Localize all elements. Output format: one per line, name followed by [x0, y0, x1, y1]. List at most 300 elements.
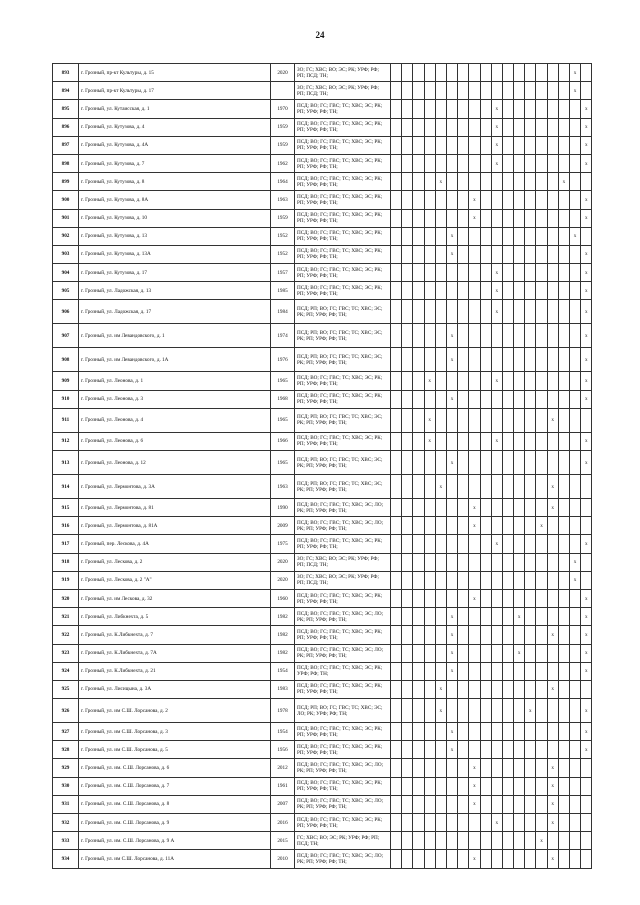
empty-cell	[570, 759, 581, 777]
empty-cell	[525, 154, 536, 172]
empty-cell	[435, 814, 446, 832]
empty-cell	[536, 850, 547, 868]
empty-cell	[424, 795, 435, 813]
empty-cell	[458, 814, 469, 832]
empty-cell	[424, 626, 435, 644]
empty-cell	[391, 432, 402, 450]
empty-cell	[435, 741, 446, 759]
empty-cell	[502, 173, 513, 191]
empty-cell	[469, 324, 480, 348]
empty-cell	[391, 777, 402, 795]
empty-cell	[536, 245, 547, 263]
address-cell: г. Грозный, ул. Лермонтова, д. 81	[79, 499, 271, 517]
row-number: 899	[53, 173, 79, 191]
row-number: 934	[53, 850, 79, 868]
empty-cell	[570, 626, 581, 644]
empty-cell	[424, 348, 435, 372]
empty-cell	[502, 644, 513, 662]
empty-cell	[413, 408, 424, 432]
empty-cell	[570, 324, 581, 348]
row-number: 916	[53, 517, 79, 535]
empty-cell	[469, 227, 480, 245]
empty-cell	[413, 245, 424, 263]
works-list-cell: ПСД; ВО; ГС; ГВС; ТС; ХВС; ЭС; РК; РП; УРФ; РФ; ТН;	[295, 264, 391, 282]
empty-cell	[558, 680, 569, 698]
empty-cell	[581, 795, 592, 813]
works-list-cell: ПСД; ВО; ГС; ГВС; ТС; ХВС; ЭС; ЛО; РК; РП; УРФ; РФ; ТН;	[295, 795, 391, 813]
mark-cell: х	[469, 517, 480, 535]
empty-cell	[570, 451, 581, 475]
empty-cell	[570, 699, 581, 723]
empty-cell	[435, 390, 446, 408]
mark-cell: х	[558, 173, 569, 191]
year-cell: 1965	[271, 451, 295, 475]
empty-cell	[424, 777, 435, 795]
works-list-cell: ПСД; РП; ВО; ГС; ГВС; ТС; ХВС; ЭС; ЛО; РК; УРФ; РФ; ТН;	[295, 699, 391, 723]
address-cell: г. Грозный, ул. Леонова, д. 12	[79, 451, 271, 475]
empty-cell	[525, 814, 536, 832]
empty-cell	[469, 372, 480, 390]
works-list-cell: ПСД; ВО; ГС; ГВС; ТС; ХВС; ЭС; РК; РП; УРФ; РФ; ТН;	[295, 814, 391, 832]
empty-cell	[514, 451, 525, 475]
year-cell: 1959	[271, 118, 295, 136]
empty-cell	[469, 64, 480, 82]
mark-cell: х	[547, 777, 558, 795]
empty-cell	[435, 209, 446, 227]
empty-cell	[469, 82, 480, 100]
empty-cell	[514, 264, 525, 282]
empty-cell	[536, 390, 547, 408]
empty-cell	[413, 832, 424, 850]
empty-cell	[480, 390, 491, 408]
table-row	[53, 475, 592, 499]
empty-cell	[570, 348, 581, 372]
works-list-cell: ПСД; ВО; ГС; ГВС; ТС; ХВС; ЭС; РК; РП; УРФ; РФ; ТН;	[295, 680, 391, 698]
empty-cell	[525, 64, 536, 82]
empty-cell	[570, 795, 581, 813]
empty-cell	[446, 100, 457, 118]
row-number: 932	[53, 814, 79, 832]
empty-cell	[435, 82, 446, 100]
empty-cell	[458, 850, 469, 868]
empty-cell	[391, 644, 402, 662]
row-number: 914	[53, 475, 79, 499]
row-number: 910	[53, 390, 79, 408]
empty-cell	[402, 100, 413, 118]
mark-cell: х	[469, 759, 480, 777]
empty-cell	[502, 832, 513, 850]
table-row	[53, 173, 592, 191]
empty-cell	[435, 100, 446, 118]
empty-cell	[558, 699, 569, 723]
empty-cell	[536, 589, 547, 607]
mark-cell: х	[581, 644, 592, 662]
empty-cell	[446, 191, 457, 209]
empty-cell	[536, 191, 547, 209]
table-row	[53, 571, 592, 589]
empty-cell	[435, 517, 446, 535]
mark-cell: х	[514, 608, 525, 626]
works-list-cell: ПСД; ВО; ГС; ГВС; ТС; ХВС; ЭС; РК; РП; УРФ; РФ; ТН;	[295, 535, 391, 553]
empty-cell	[446, 499, 457, 517]
empty-cell	[525, 118, 536, 136]
empty-cell	[413, 82, 424, 100]
address-cell: г. Грозный, ул. Лермонтова, д. 81А	[79, 517, 271, 535]
mark-cell: х	[570, 571, 581, 589]
works-list-cell: ПСД; ВО; ГС; ГВС; ТС; ХВС; ЭС; ЛО; РК; РП; УРФ; РФ; ТН;	[295, 759, 391, 777]
empty-cell	[402, 82, 413, 100]
empty-cell	[514, 626, 525, 644]
empty-cell	[525, 535, 536, 553]
empty-cell	[502, 723, 513, 741]
works-list-cell: ПСД; РП; ВО; ГС; ГВС; ТС; ХВС; ЭС; РК; РП; УРФ; РФ; ТН;	[295, 300, 391, 324]
mark-cell: х	[547, 759, 558, 777]
empty-cell	[558, 589, 569, 607]
works-list-cell: ПСД; ВО; ГС; ГВС; ТС; ХВС; ЭС; РК; РП; УРФ; РФ; ТН;	[295, 100, 391, 118]
table-row	[53, 699, 592, 723]
empty-cell	[558, 245, 569, 263]
empty-cell	[424, 517, 435, 535]
row-number: 919	[53, 571, 79, 589]
empty-cell	[525, 850, 536, 868]
mark-cell: х	[547, 475, 558, 499]
empty-cell	[469, 264, 480, 282]
mark-cell: х	[491, 100, 502, 118]
empty-cell	[491, 644, 502, 662]
empty-cell	[435, 662, 446, 680]
works-list-cell: ЗО; ГС; ХВС; ВО; ЭС; РК; УРФ; РФ; РП; ПСД; ТН;	[295, 553, 391, 571]
empty-cell	[480, 82, 491, 100]
empty-cell	[502, 282, 513, 300]
empty-cell	[458, 535, 469, 553]
address-cell: г. Грозный, ул. им С.Ш. Лорсанова, д. 2	[79, 699, 271, 723]
empty-cell	[514, 680, 525, 698]
empty-cell	[547, 832, 558, 850]
table-row	[53, 372, 592, 390]
empty-cell	[480, 408, 491, 432]
works-list-cell: ПСД; ВО; ГС; ГВС; ТС; ХВС; ЭС; РК; РП; УРФ; РФ; ТН;	[295, 626, 391, 644]
empty-cell	[402, 795, 413, 813]
empty-cell	[424, 699, 435, 723]
empty-cell	[391, 814, 402, 832]
empty-cell	[480, 100, 491, 118]
empty-cell	[446, 300, 457, 324]
empty-cell	[424, 324, 435, 348]
empty-cell	[424, 82, 435, 100]
address-cell: г. Грозный, ул. Кутузова, д. 8	[79, 173, 271, 191]
empty-cell	[424, 118, 435, 136]
empty-cell	[424, 499, 435, 517]
empty-cell	[536, 475, 547, 499]
empty-cell	[525, 100, 536, 118]
empty-cell	[514, 64, 525, 82]
empty-cell	[480, 432, 491, 450]
table-row	[53, 723, 592, 741]
address-cell: г. Грозный, ул. им Левандовского, д. 1А	[79, 348, 271, 372]
mark-cell: х	[581, 264, 592, 282]
empty-cell	[581, 850, 592, 868]
empty-cell	[536, 408, 547, 432]
empty-cell	[491, 589, 502, 607]
empty-cell	[402, 372, 413, 390]
empty-cell	[480, 475, 491, 499]
empty-cell	[402, 777, 413, 795]
empty-cell	[581, 571, 592, 589]
empty-cell	[502, 699, 513, 723]
mark-cell: х	[581, 451, 592, 475]
empty-cell	[536, 451, 547, 475]
empty-cell	[547, 372, 558, 390]
address-cell: г. Грозный, ул. им. С.Ш. Лорсанова, д. 6	[79, 759, 271, 777]
empty-cell	[514, 390, 525, 408]
empty-cell	[413, 499, 424, 517]
empty-cell	[536, 553, 547, 571]
empty-cell	[491, 662, 502, 680]
mark-cell: х	[491, 264, 502, 282]
year-cell: 1952	[271, 227, 295, 245]
empty-cell	[413, 264, 424, 282]
mark-cell: х	[581, 154, 592, 172]
empty-cell	[480, 264, 491, 282]
empty-cell	[514, 118, 525, 136]
empty-cell	[413, 227, 424, 245]
empty-cell	[570, 680, 581, 698]
works-list-cell: ГС; ХВС; ВО; ЭС; РК; УРФ; РФ; РП; ПСД; ТН;	[295, 832, 391, 850]
table-row	[53, 777, 592, 795]
empty-cell	[424, 850, 435, 868]
empty-cell	[458, 644, 469, 662]
empty-cell	[558, 814, 569, 832]
mark-cell: х	[469, 191, 480, 209]
empty-cell	[514, 795, 525, 813]
empty-cell	[469, 814, 480, 832]
mark-cell: х	[525, 699, 536, 723]
empty-cell	[558, 300, 569, 324]
empty-cell	[446, 553, 457, 571]
empty-cell	[570, 832, 581, 850]
empty-cell	[446, 814, 457, 832]
empty-cell	[413, 680, 424, 698]
mark-cell: х	[491, 154, 502, 172]
empty-cell	[469, 553, 480, 571]
housing-registry-table	[52, 63, 592, 869]
table-row	[53, 662, 592, 680]
mark-cell: х	[446, 741, 457, 759]
empty-cell	[502, 136, 513, 154]
year-cell	[271, 82, 295, 100]
empty-cell	[502, 741, 513, 759]
empty-cell	[458, 154, 469, 172]
empty-cell	[581, 82, 592, 100]
table-row	[53, 759, 592, 777]
empty-cell	[491, 499, 502, 517]
row-number: 926	[53, 699, 79, 723]
empty-cell	[458, 227, 469, 245]
empty-cell	[413, 390, 424, 408]
empty-cell	[547, 154, 558, 172]
year-cell: 1961	[271, 777, 295, 795]
empty-cell	[458, 832, 469, 850]
empty-cell	[525, 451, 536, 475]
empty-cell	[413, 535, 424, 553]
empty-cell	[413, 589, 424, 607]
empty-cell	[391, 100, 402, 118]
year-cell: 1963	[271, 191, 295, 209]
empty-cell	[514, 832, 525, 850]
empty-cell	[458, 64, 469, 82]
empty-cell	[547, 571, 558, 589]
table-row	[53, 154, 592, 172]
empty-cell	[558, 390, 569, 408]
year-cell: 1984	[271, 300, 295, 324]
empty-cell	[480, 795, 491, 813]
empty-cell	[547, 741, 558, 759]
row-number: 917	[53, 535, 79, 553]
empty-cell	[480, 699, 491, 723]
empty-cell	[547, 723, 558, 741]
empty-cell	[525, 499, 536, 517]
empty-cell	[469, 699, 480, 723]
empty-cell	[491, 191, 502, 209]
empty-cell	[469, 100, 480, 118]
empty-cell	[502, 191, 513, 209]
empty-cell	[547, 264, 558, 282]
empty-cell	[514, 245, 525, 263]
empty-cell	[435, 324, 446, 348]
works-list-cell: ПСД; ВО; ГС; ГВС; ТС; ХВС; ЭС; ЛО; РК; РП; УРФ; РФ; ТН;	[295, 517, 391, 535]
empty-cell	[536, 662, 547, 680]
empty-cell	[570, 118, 581, 136]
row-number: 923	[53, 644, 79, 662]
empty-cell	[391, 723, 402, 741]
empty-cell	[413, 154, 424, 172]
mark-cell: х	[570, 553, 581, 571]
empty-cell	[491, 850, 502, 868]
empty-cell	[502, 553, 513, 571]
empty-cell	[469, 662, 480, 680]
row-number: 913	[53, 451, 79, 475]
mark-cell: х	[570, 64, 581, 82]
mark-cell: х	[581, 741, 592, 759]
address-cell: г. Грозный, ул. им. С.Ш. Лорсанова, д. 9 А	[79, 832, 271, 850]
empty-cell	[402, 227, 413, 245]
empty-cell	[536, 759, 547, 777]
empty-cell	[581, 832, 592, 850]
empty-cell	[402, 553, 413, 571]
empty-cell	[480, 348, 491, 372]
empty-cell	[547, 173, 558, 191]
empty-cell	[525, 173, 536, 191]
empty-cell	[570, 535, 581, 553]
table-row	[53, 499, 592, 517]
empty-cell	[446, 475, 457, 499]
empty-cell	[558, 408, 569, 432]
row-number: 912	[53, 432, 79, 450]
works-list-cell: ПСД; ВО; ГС; ГВС; ТС; ХВС; ЭС; РК; РП; УРФ; РФ; ТН;	[295, 154, 391, 172]
row-number: 905	[53, 282, 79, 300]
empty-cell	[491, 571, 502, 589]
mark-cell: х	[581, 324, 592, 348]
empty-cell	[402, 64, 413, 82]
row-number: 900	[53, 191, 79, 209]
empty-cell	[514, 499, 525, 517]
empty-cell	[458, 191, 469, 209]
empty-cell	[424, 245, 435, 263]
empty-cell	[547, 432, 558, 450]
empty-cell	[558, 154, 569, 172]
year-cell: 2015	[271, 832, 295, 850]
empty-cell	[480, 741, 491, 759]
table-row	[53, 517, 592, 535]
year-cell: 2020	[271, 571, 295, 589]
address-cell: г. Грозный, ул. Ладожская, д. 13	[79, 282, 271, 300]
empty-cell	[435, 154, 446, 172]
table-row	[53, 741, 592, 759]
empty-cell	[536, 814, 547, 832]
empty-cell	[435, 850, 446, 868]
empty-cell	[480, 535, 491, 553]
empty-cell	[536, 372, 547, 390]
empty-cell	[424, 282, 435, 300]
empty-cell	[458, 300, 469, 324]
empty-cell	[469, 644, 480, 662]
empty-cell	[435, 408, 446, 432]
address-cell: г. Грозный, ул. им. С.Ш. Лорсанова, д. 7	[79, 777, 271, 795]
address-cell: г. Грозный, ул. К.Либкнехта, д. 7А	[79, 644, 271, 662]
mark-cell: х	[581, 662, 592, 680]
year-cell: 1982	[271, 608, 295, 626]
address-cell: г. Грозный, ул. им Лескова, д. 32	[79, 589, 271, 607]
row-number: 901	[53, 209, 79, 227]
empty-cell	[581, 759, 592, 777]
empty-cell	[525, 408, 536, 432]
mark-cell: х	[581, 245, 592, 263]
year-cell: 1982	[271, 626, 295, 644]
mark-cell: х	[536, 832, 547, 850]
empty-cell	[446, 136, 457, 154]
empty-cell	[424, 608, 435, 626]
empty-cell	[413, 136, 424, 154]
empty-cell	[402, 850, 413, 868]
empty-cell	[502, 626, 513, 644]
address-cell: г. Грозный, ул. Леонова, д. 6	[79, 432, 271, 450]
empty-cell	[547, 282, 558, 300]
empty-cell	[480, 608, 491, 626]
empty-cell	[525, 282, 536, 300]
table-row	[53, 795, 592, 813]
empty-cell	[469, 136, 480, 154]
works-list-cell: ПСД; ВО; ГС; ГВС; ТС; ХВС; ЭС; РК; РП; УРФ; РФ; ТН;	[295, 372, 391, 390]
empty-cell	[491, 227, 502, 245]
empty-cell	[391, 535, 402, 553]
empty-cell	[558, 517, 569, 535]
empty-cell	[480, 324, 491, 348]
table-row	[53, 245, 592, 263]
empty-cell	[547, 662, 558, 680]
mark-cell: х	[547, 795, 558, 813]
empty-cell	[558, 832, 569, 850]
empty-cell	[525, 475, 536, 499]
empty-cell	[502, 348, 513, 372]
empty-cell	[458, 348, 469, 372]
empty-cell	[402, 608, 413, 626]
empty-cell	[525, 390, 536, 408]
mark-cell: х	[581, 372, 592, 390]
empty-cell	[458, 282, 469, 300]
table-row	[53, 118, 592, 136]
empty-cell	[558, 644, 569, 662]
empty-cell	[491, 64, 502, 82]
